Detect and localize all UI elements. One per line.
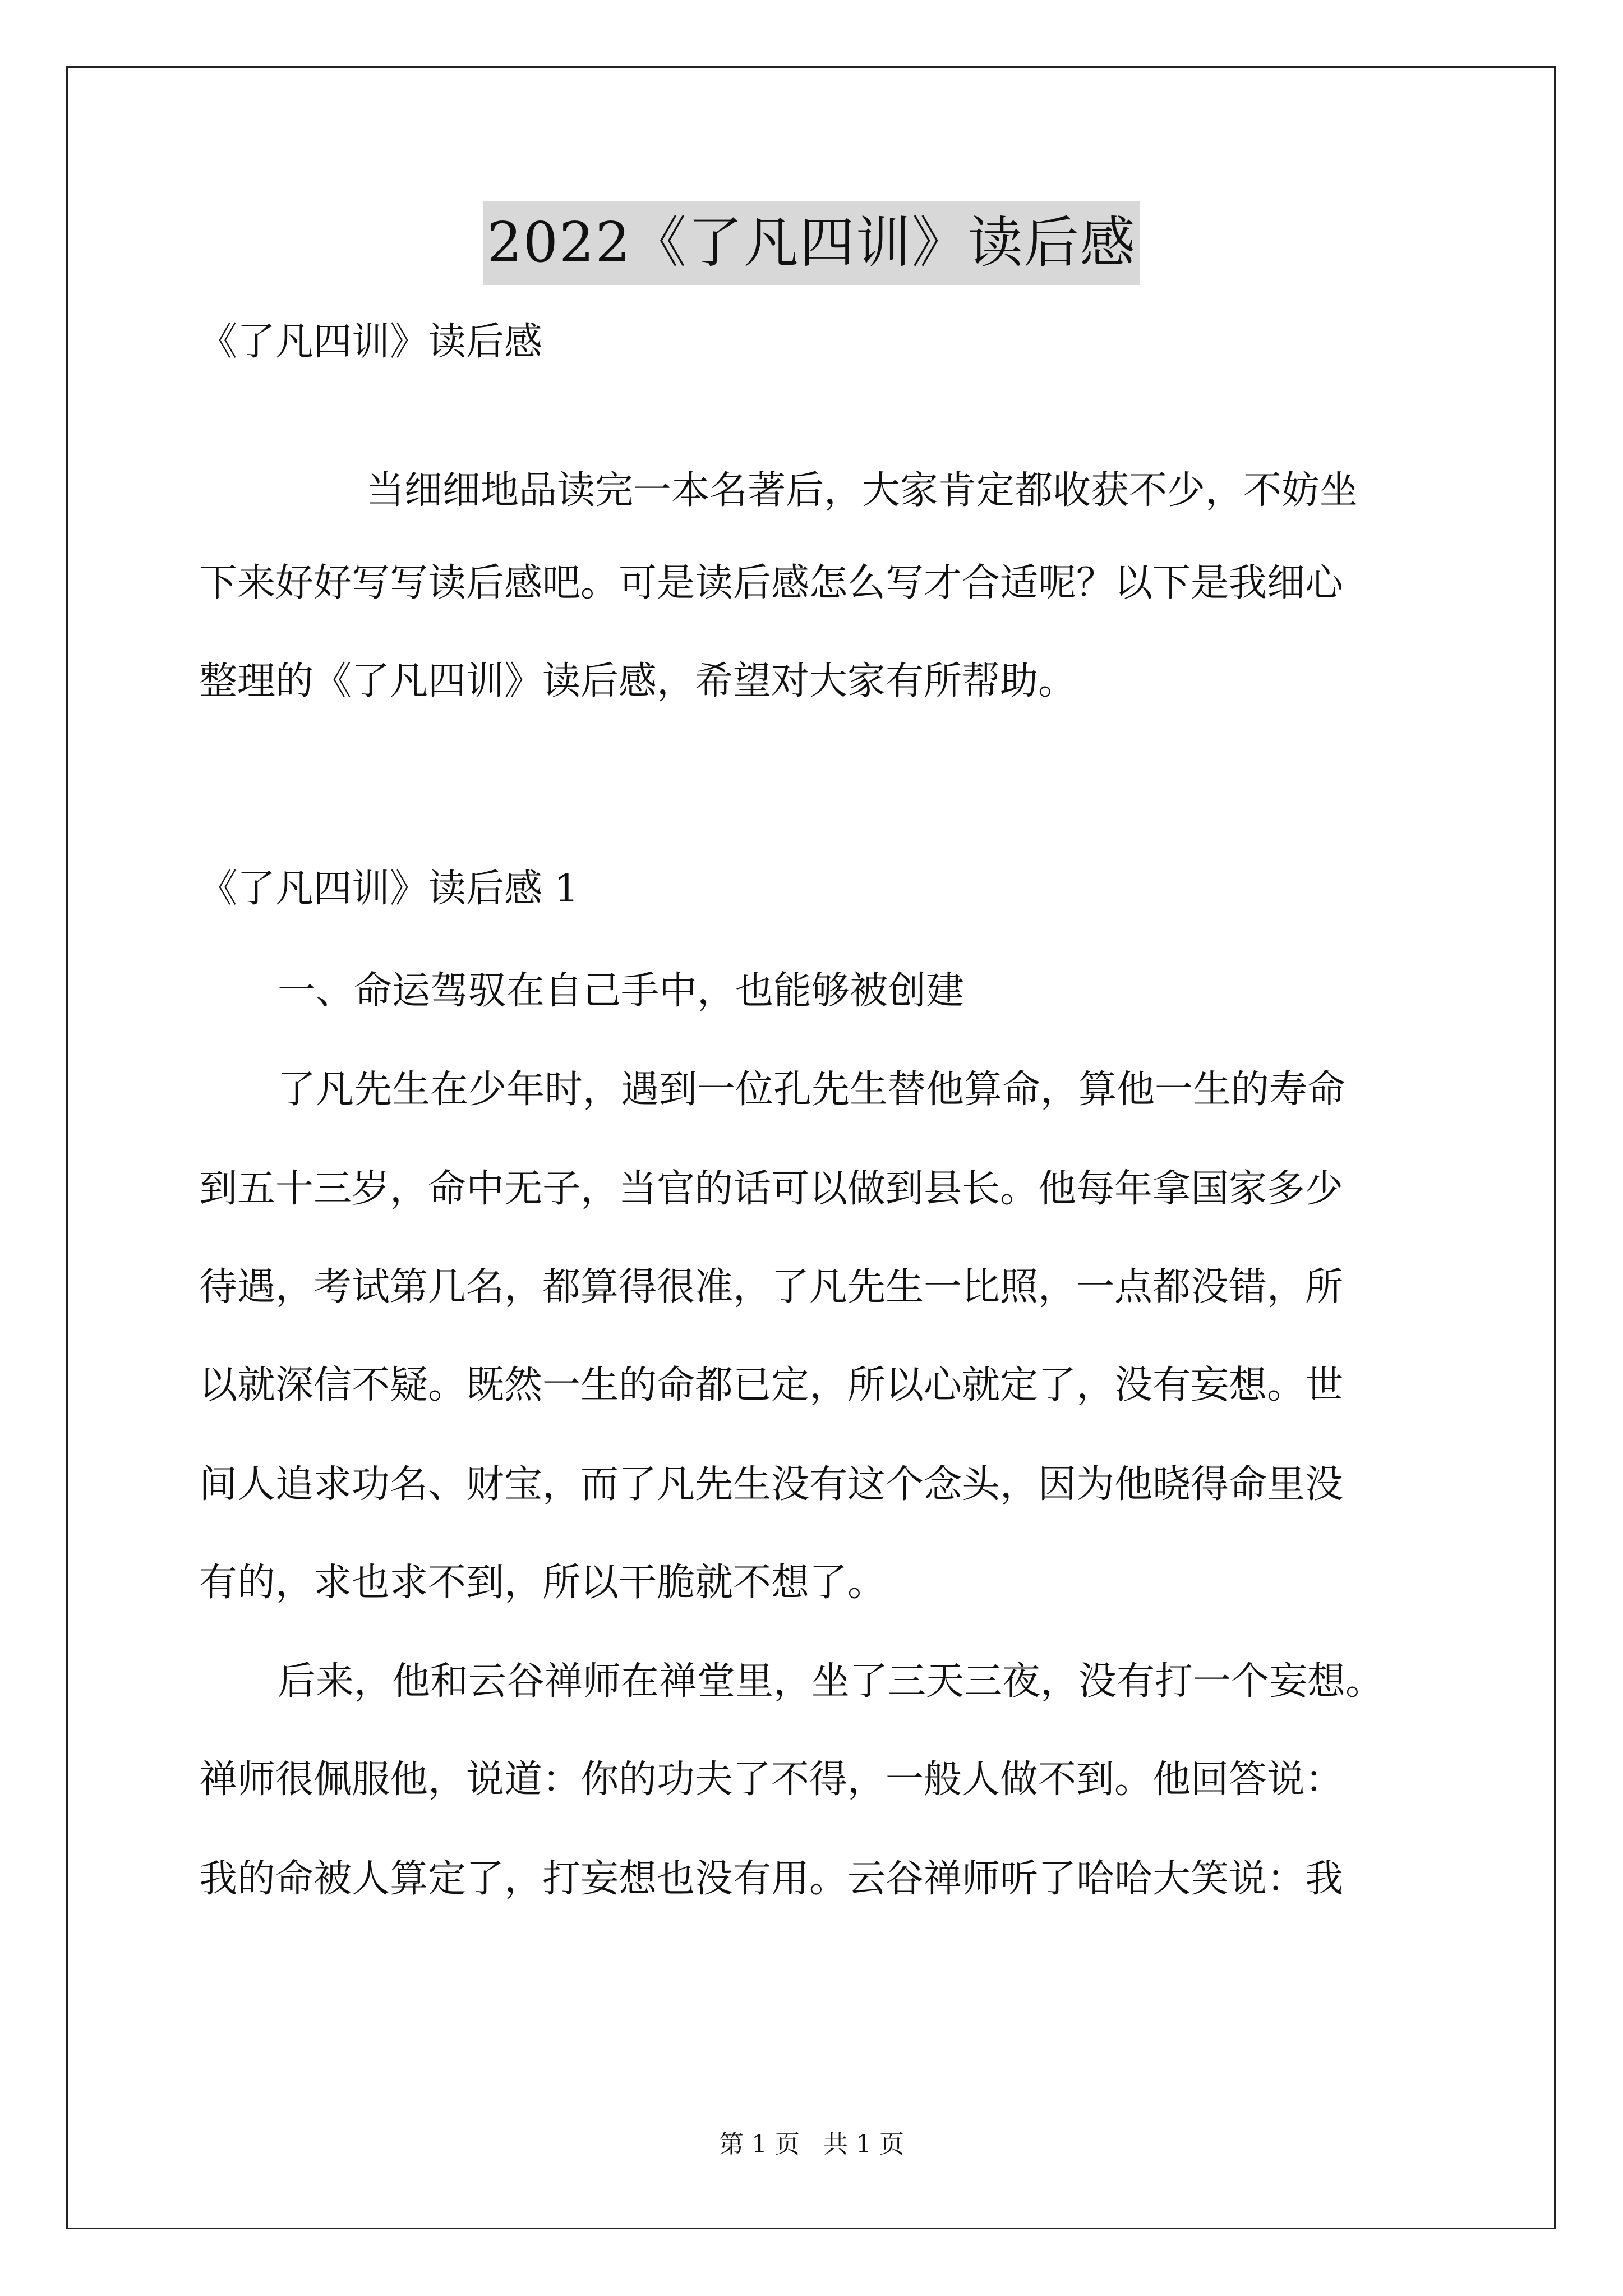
paragraph-line: 有的，求也求不到，所以干脆就不想了。	[199, 1561, 886, 1605]
paragraph-line: 后来，他和云谷禅师在禅堂里，坐了三天三夜，没有打一个妄想。	[278, 1659, 1384, 1704]
section-heading: 《了凡四训》读后感 1	[199, 867, 579, 911]
intro-line-2: 下来好好写写读后感吧。可是读后感怎么写才合适呢？以下是我细心	[199, 561, 1344, 605]
paragraph-line: 我的命被人算定了，打妄想也没有用。云谷禅师听了哈哈大笑说：我	[199, 1857, 1344, 1901]
page-footer	[0, 2128, 1623, 2161]
page-total: 共 1 页	[823, 2130, 904, 2159]
paragraph-line: 禅师很佩服他，说道：你的功夫了不得，一般人做不到。他回答说：	[199, 1757, 1344, 1802]
paragraph-line: 待遇，考试第几名，都算得很准，了凡先生一比照，一点都没错，所	[199, 1265, 1344, 1309]
intro-line-3: 整理的《了凡四训》读后感，希望对大家有所帮助。	[199, 659, 1077, 703]
document-title: 2022《了凡四训》读后感	[483, 201, 1139, 285]
paragraph-line: 到五十三岁，命中无子，当官的话可以做到县长。他每年拿国家多少	[199, 1167, 1344, 1211]
intro-line-1: 当细细地品读完一本名著后，大家肯定都收获不少，不妨坐	[366, 468, 1358, 513]
paragraph-line: 了凡先生在少年时，遇到一位孔先生替他算命，算他一生的寿命	[278, 1068, 1346, 1112]
subheading-line: 一、命运驾驭在自己手中，也能够被创建	[278, 969, 965, 1013]
paragraph-line: 以就深信不疑。既然一生的命都已定，所以心就定了，没有妄想。世	[199, 1363, 1344, 1407]
page-number: 第 1 页	[719, 2130, 800, 2159]
title-container	[0, 201, 1623, 285]
paragraph-line: 间人追求功名、财宝，而了凡先生没有这个念头，因为他晓得命里没	[199, 1462, 1344, 1507]
subtitle-line: 《了凡四训》读后感	[199, 320, 543, 364]
